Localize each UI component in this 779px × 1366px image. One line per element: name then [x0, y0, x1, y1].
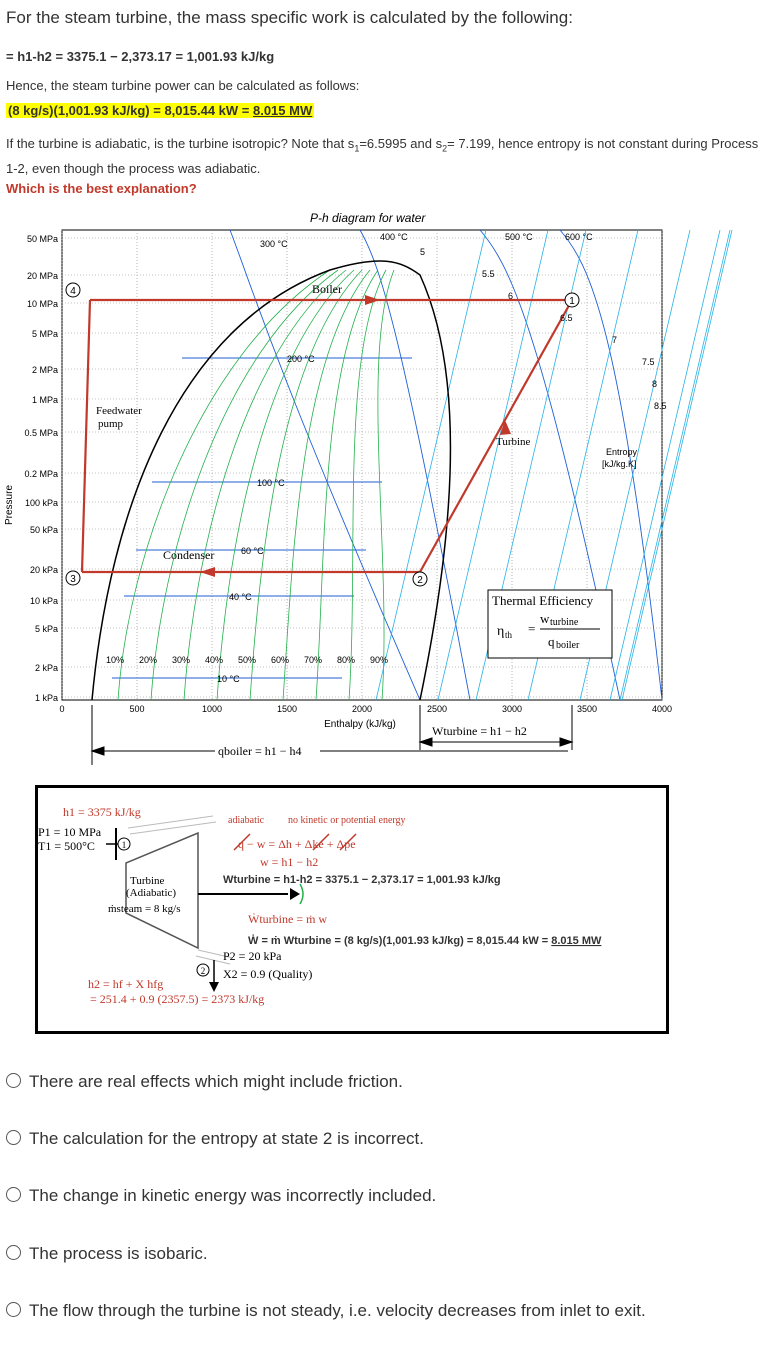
pressure-tick-label: 0.5 MPa	[24, 428, 58, 438]
pressure-tick-label: 20 kPa	[29, 565, 58, 575]
entropy-label: 6	[508, 291, 514, 301]
choice-label: The calculation for the entropy at state 2 is incorrect.	[29, 1129, 424, 1148]
choice-label: The process is isobaric.	[29, 1244, 208, 1263]
pressure-tick-label: 2 kPa	[34, 663, 58, 673]
pressure-tick-label: 50 MPa	[26, 234, 58, 244]
radio-button[interactable]	[6, 1245, 21, 1260]
svg-text:2: 2	[200, 966, 206, 976]
w-equation: w = h1 − h2	[260, 855, 319, 869]
enthalpy-tick-label: 1000	[201, 704, 223, 714]
quality-label: 50%	[238, 655, 257, 665]
wturbine-equation: Wturbine = h1 − h2	[432, 724, 527, 738]
svg-text:turbine: turbine	[550, 617, 579, 628]
enthalpy-tick-label: 3500	[576, 704, 598, 714]
svg-text:3: 3	[70, 574, 76, 585]
quality-label: 10%	[106, 655, 125, 665]
pressure-tick-label: 2 MPa	[31, 365, 58, 375]
condenser-label: Condenser	[163, 548, 215, 562]
svg-text:=: =	[528, 621, 536, 636]
isotherm-label: 60 °C	[241, 546, 264, 556]
h2-equation: h2 = hf + X hfg	[88, 977, 164, 991]
pressure-tick-label: 100 kPa	[24, 498, 58, 508]
qboiler-equation: qboiler = h1 − h4	[218, 744, 302, 758]
svg-text:η: η	[497, 624, 505, 639]
x-axis-label: Enthalpy (kJ/kg)	[324, 719, 396, 730]
ph-diagram	[0, 205, 779, 765]
choice-4[interactable]	[6, 1243, 208, 1264]
entropy-label: 5	[420, 247, 426, 257]
choice-3[interactable]	[6, 1185, 436, 1206]
radio-button[interactable]	[6, 1073, 21, 1088]
boiler-label: Boiler	[312, 282, 342, 296]
choice-1[interactable]	[6, 1071, 403, 1092]
h2-calculation: = 251.4 + 0.9 (2357.5) = 2373 kJ/kg	[90, 992, 265, 1006]
feedwater-label: Feedwater	[96, 405, 142, 417]
svg-text:q: q	[548, 634, 555, 649]
quality-label: 60%	[271, 655, 290, 665]
wdot-definition: Ẇturbine = ṁ w	[248, 912, 328, 926]
pressure-tick-label: 5 kPa	[34, 624, 58, 634]
entropy-label: 7.5	[642, 357, 655, 367]
entropy-axis-label: Entropy	[606, 447, 638, 457]
choice-5[interactable]	[6, 1300, 746, 1321]
adiabatic-text: (Adiabatic)	[126, 887, 177, 899]
svg-text:2: 2	[417, 575, 423, 586]
radio-button[interactable]	[6, 1302, 21, 1317]
pressure-tick-label: 50 kPa	[29, 525, 58, 535]
enthalpy-tick-label: 4000	[651, 704, 673, 714]
question-text: If the turbine is adiabatic, is the turbine isotropic? Note that $s_1=6.5995$ and $s_2= 7.199$, hence entropy is not constant during Process 1-2, even though the process was adiabatic.	[6, 136, 759, 176]
diagram-title: P-h diagram for water	[310, 211, 426, 225]
pressure-tick-label: 1 MPa	[31, 395, 58, 405]
enthalpy-tick-label: 2500	[426, 704, 448, 714]
entropy-unit-label: [kJ/kg.K]	[602, 459, 637, 469]
quality-label: 80%	[337, 655, 356, 665]
isotherm-label: 400 °C	[380, 232, 408, 242]
pressure-tick-label: 10 MPa	[26, 299, 58, 309]
turbine-label: Turbine	[496, 436, 531, 448]
entropy-label: 6.5	[560, 313, 573, 323]
p2-text: P2 = 20 kPa	[223, 949, 282, 963]
wturbine-line: Wturbine = h1-h2 = 3375.1 − 2,373.17 = 1,001.93 kJ/kg	[223, 874, 501, 886]
entropy-label: 7	[612, 335, 618, 345]
entropy-label: 8.5	[654, 401, 667, 411]
quality-label: 20%	[139, 655, 158, 665]
svg-text:4: 4	[70, 286, 76, 297]
svg-text:boiler: boiler	[556, 640, 580, 651]
quality-label: 30%	[172, 655, 191, 665]
turbine-text: Turbine	[130, 875, 165, 887]
isotherm-label: 100 °C	[257, 478, 285, 488]
adiabatic-note: adiabatic	[228, 815, 265, 826]
wdot-line: Ẇ = ṁ Wturbine = (8 kg/s)(1,001.93 kJ/kg) = 8,015.44 kW = 8.015 MW	[248, 935, 602, 947]
enthalpy-tick-label: 2000	[351, 704, 373, 714]
x2-text: X2 = 0.9 (Quality)	[223, 967, 313, 981]
isotherm-label: 40 °C	[229, 592, 252, 602]
svg-text:Thermal Efficiency: Thermal Efficiency	[492, 593, 594, 608]
thermal-efficiency-box	[488, 590, 612, 658]
svg-text:w: w	[540, 611, 550, 626]
energy-equation: q − w = Δh + Δke + Δpe	[238, 837, 356, 851]
pressure-tick-label: 1 kPa	[34, 693, 58, 703]
turbine-analysis-box	[35, 785, 669, 1034]
pressure-tick-label: 0.2 MPa	[24, 469, 58, 479]
isotherm-label: 300 °C	[260, 239, 288, 249]
pressure-tick-label: 10 kPa	[29, 596, 58, 606]
intro-text: For the steam turbine, the mass specific work is calculated by the following:	[6, 8, 573, 27]
quality-label: 90%	[370, 655, 389, 665]
hence-text: Hence, the steam turbine power can be calculated as follows:	[6, 78, 360, 93]
svg-text:1: 1	[121, 840, 127, 850]
choice-label: The flow through the turbine is not steady, i.e. velocity decreases from inlet to exit.	[29, 1301, 646, 1320]
isotherm-label: 200 °C	[287, 354, 315, 364]
pump-label: pump	[98, 418, 124, 430]
msteam-text: ṁsteam = 8 kg/s	[108, 903, 181, 915]
entropy-label: 8	[652, 379, 658, 389]
choice-label: The change in kinetic energy was incorrectly included.	[29, 1186, 437, 1205]
entropy-label: 5.5	[482, 269, 495, 279]
power-equation: (8 kg/s)(1,001.93 kJ/kg) = 8,015.44 kW = 8.015 MW	[8, 103, 313, 118]
quality-label: 70%	[304, 655, 323, 665]
prompt-text: Which is the best explanation?	[6, 181, 197, 196]
radio-button[interactable]	[6, 1187, 21, 1202]
p1-text: P1 = 10 MPa	[38, 825, 102, 839]
no-ke-note: no kinetic or potential energy	[288, 815, 406, 826]
enthalpy-tick-label: 3000	[501, 704, 523, 714]
svg-text:th: th	[505, 630, 513, 640]
enthalpy-tick-label: 1500	[276, 704, 298, 714]
pressure-tick-label: 5 MPa	[31, 329, 58, 339]
choice-2[interactable]	[6, 1128, 424, 1149]
h1-text: h1 = 3375 kJ/kg	[63, 805, 141, 819]
turbine-analysis-svg	[38, 788, 666, 1031]
isotherm-label: 10 °C	[217, 674, 240, 684]
isotherm-label: 600 °C	[565, 232, 593, 242]
svg-text:1: 1	[569, 296, 575, 307]
isotherm-label: 500 °C	[505, 232, 533, 242]
y-axis-label: Pressure	[4, 484, 15, 526]
enthalpy-tick-label: 0	[59, 704, 65, 714]
t1-text: T1 = 500°C	[38, 839, 95, 853]
radio-button[interactable]	[6, 1130, 21, 1145]
choice-label: There are real effects which might include friction.	[29, 1072, 403, 1091]
enthalpy-tick-label: 500	[129, 704, 145, 714]
pressure-tick-label: 20 MPa	[26, 271, 58, 281]
quality-label: 40%	[205, 655, 224, 665]
work-equation: = h1-h2 = 3375.1 − 2,373.17 = 1,001.93 kJ/kg	[6, 49, 275, 64]
